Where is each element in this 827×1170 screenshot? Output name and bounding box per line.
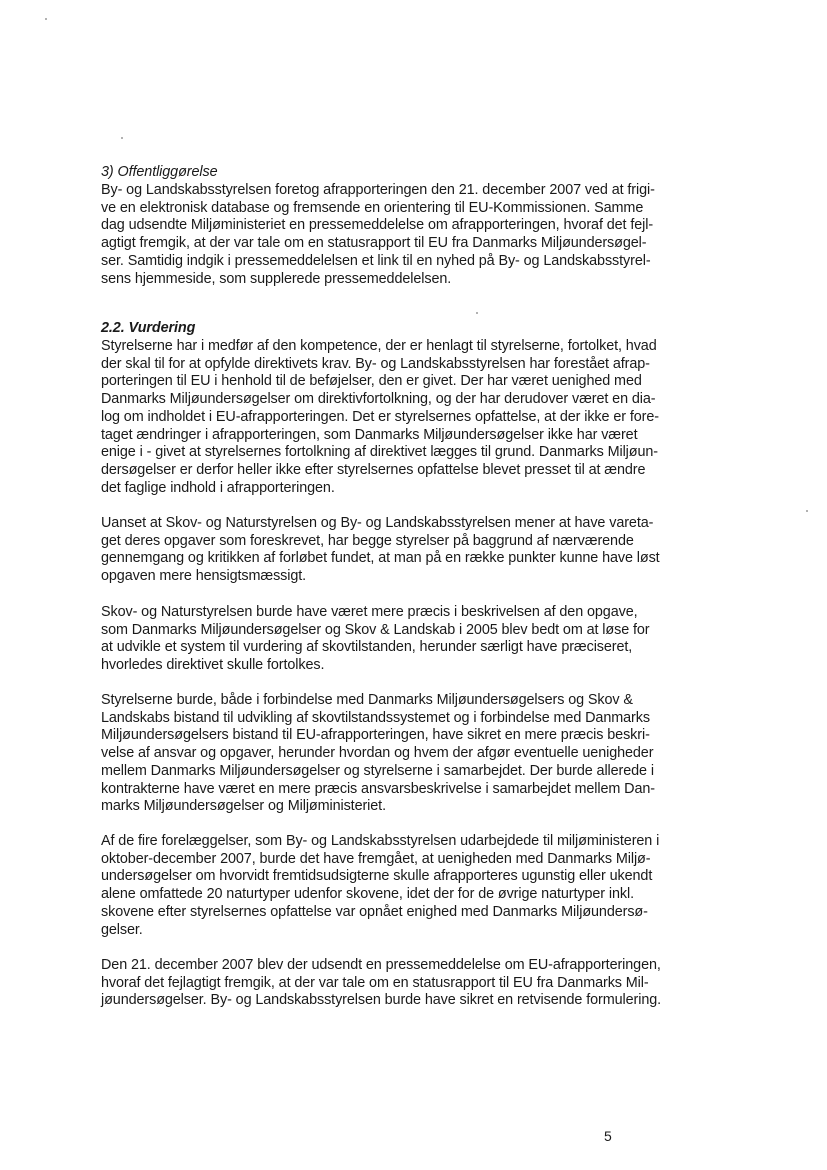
paragraph: [101, 338, 709, 497]
text-line: velse af ansvar og opgaver, herunder hvordan og hvem der afgør eventuelle uenigheder: [101, 745, 654, 762]
text-line: oktober-december 2007, burde det have fremgået, at uenigheden med Danmarks Miljø-: [101, 850, 651, 867]
text-line: det faglige indhold i afrapporteringen.: [101, 479, 335, 496]
text-line: Landskabs bistand til udvikling af skovtilstandssystemet og i forbindelse med Danmarks: [101, 709, 650, 726]
paragraph: [101, 833, 709, 939]
text-line: at udvikle et system til vurdering af skovtilstanden, herunder særligt have præciseret,: [101, 639, 633, 656]
text-line: Af de fire forelæggelser, som By- og Landskabsstyrelsen udarbejdede til miljøministeren i: [101, 833, 660, 849]
text-line: Uanset at Skov- og Naturstyrelsen og By- og Landskabsstyrelsen mener at have vareta-: [101, 515, 654, 531]
text-line: hvorledes direktivet skulle fortolkes.: [101, 657, 325, 674]
text-line: sens hjemmeside, som supplerede pressemeddelelsen.: [101, 270, 452, 287]
text-line: ser. Samtidig indgik i pressemeddelelsen et link til en nyhed på By- og Landskabsstyrel-: [101, 252, 651, 269]
text-line: kontrakterne have været en mere præcis ansvarsbeskrivelse i samarbejdet mellem Dan-: [101, 780, 655, 797]
text-line: gelser.: [101, 921, 143, 938]
text-line: Styrelserne burde, både i forbindelse med Danmarks Miljøundersøgelsers og Skov &: [101, 692, 633, 708]
text-line: gennemgang og kritikken af forløbet fundet, at man på en række punkter kunne have løst: [101, 550, 660, 567]
paragraph: [101, 957, 709, 1010]
paragraph: [101, 692, 709, 816]
page-number: 5: [604, 1128, 612, 1144]
text-line: marks Miljøundersøgelser og Miljøministeriet.: [101, 798, 386, 815]
text-line: Den 21. december 2007 blev der udsendt en pressemeddelelse om EU-afrapporteringen,: [101, 957, 661, 973]
text-line: get deres opgaver som foreskrevet, har begge styrelser på baggrund af nærværende: [101, 532, 634, 549]
text-line: skovene efter styrelsernes opfattelse var opnået enighed med Danmarks Miljøundersø-: [101, 903, 648, 920]
paragraph: [101, 604, 709, 675]
text-line: Skov- og Naturstyrelsen burde have været mere præcis i beskrivelsen af den opgave,: [101, 604, 638, 620]
text-line: enige i - givet at styrelsernes fortolkning af direktivet lægges til grund. Danmarks Miljøun-: [101, 444, 658, 461]
text-line: agtigt fremgik, at der var tale om en statusrapport til EU fra Danmarks Miljøundersøgel-: [101, 235, 647, 252]
text-line: undersøgelser om hvorvidt fremtidsudsigterne skulle afrapporteres ugunstig eller ukendt: [101, 868, 653, 885]
text-line: taget ændringer i afrapporteringen, som Danmarks Miljøundersøgelser ikke har været: [101, 426, 638, 443]
text-line: opgaven mere hensigtsmæssigt.: [101, 568, 307, 585]
text-line: dag udsendte Miljøministeriet en pressemeddelelse om afrapporteringen, hvoraf det fejl-: [101, 217, 654, 234]
section-heading-offentliggoerelse: 3) Offentliggørelse: [101, 164, 218, 180]
text-line: der skal til for at opfylde direktivets krav. By- og Landskabsstyrelsen har forestået afrap-: [101, 355, 650, 372]
section-heading-vurdering: 2.2. Vurdering: [101, 320, 196, 336]
paragraph: [101, 515, 709, 586]
scan-speck: [121, 137, 123, 139]
text-line: alene omfattede 20 naturtyper udenfor skovene, idet der for de øvrige naturtyper inkl.: [101, 886, 634, 903]
text-line: By- og Landskabsstyrelsen foretog afrapporteringen den 21. december 2007 ved at frigi-: [101, 182, 655, 198]
scan-speck: [476, 312, 478, 314]
text-line: jøundersøgelser. By- og Landskabsstyrelsen burde have sikret en retvisende formulering.: [101, 992, 662, 1009]
text-line: porteringen til EU i henhold til de beføjelser, den er givet. Der har været uenighed med: [101, 373, 642, 390]
scan-speck: [806, 510, 808, 512]
text-line: Danmarks Miljøundersøgelser om direktivfortolkning, og der har derudover været en dia-: [101, 391, 656, 408]
text-line: hvoraf det fejlagtigt fremgik, at der var tale om en statusrapport til EU fra Danmarks Mil-: [101, 974, 649, 991]
text-line: mellem Danmarks Miljøundersøgelser og styrelserne i samarbejdet. Der burde allerede i: [101, 762, 654, 779]
text-line: Styrelserne har i medfør af den kompetence, der er henlagt til styrelserne, fortolket, hvad: [101, 338, 657, 354]
scan-speck: [45, 18, 47, 20]
paragraph: [101, 182, 709, 288]
text-line: som Danmarks Miljøundersøgelser og Skov & Landskab i 2005 blev bedt om at løse for: [101, 621, 650, 638]
text-line: ve en elektronisk database og fremsende en orientering til EU-Kommissionen. Samme: [101, 199, 644, 216]
text-line: dersøgelser er derfor heller ikke efter styrelsernes opfattelse blevet presset til at ændre: [101, 461, 646, 478]
text-line: Miljøundersøgelsers bistand til EU-afrapporteringen, have sikret en mere præcis beskri-: [101, 727, 650, 744]
text-line: log om indholdet i EU-afrapporteringen. Det er styrelsernes opfattelse, at der ikke er fore-: [101, 408, 659, 425]
